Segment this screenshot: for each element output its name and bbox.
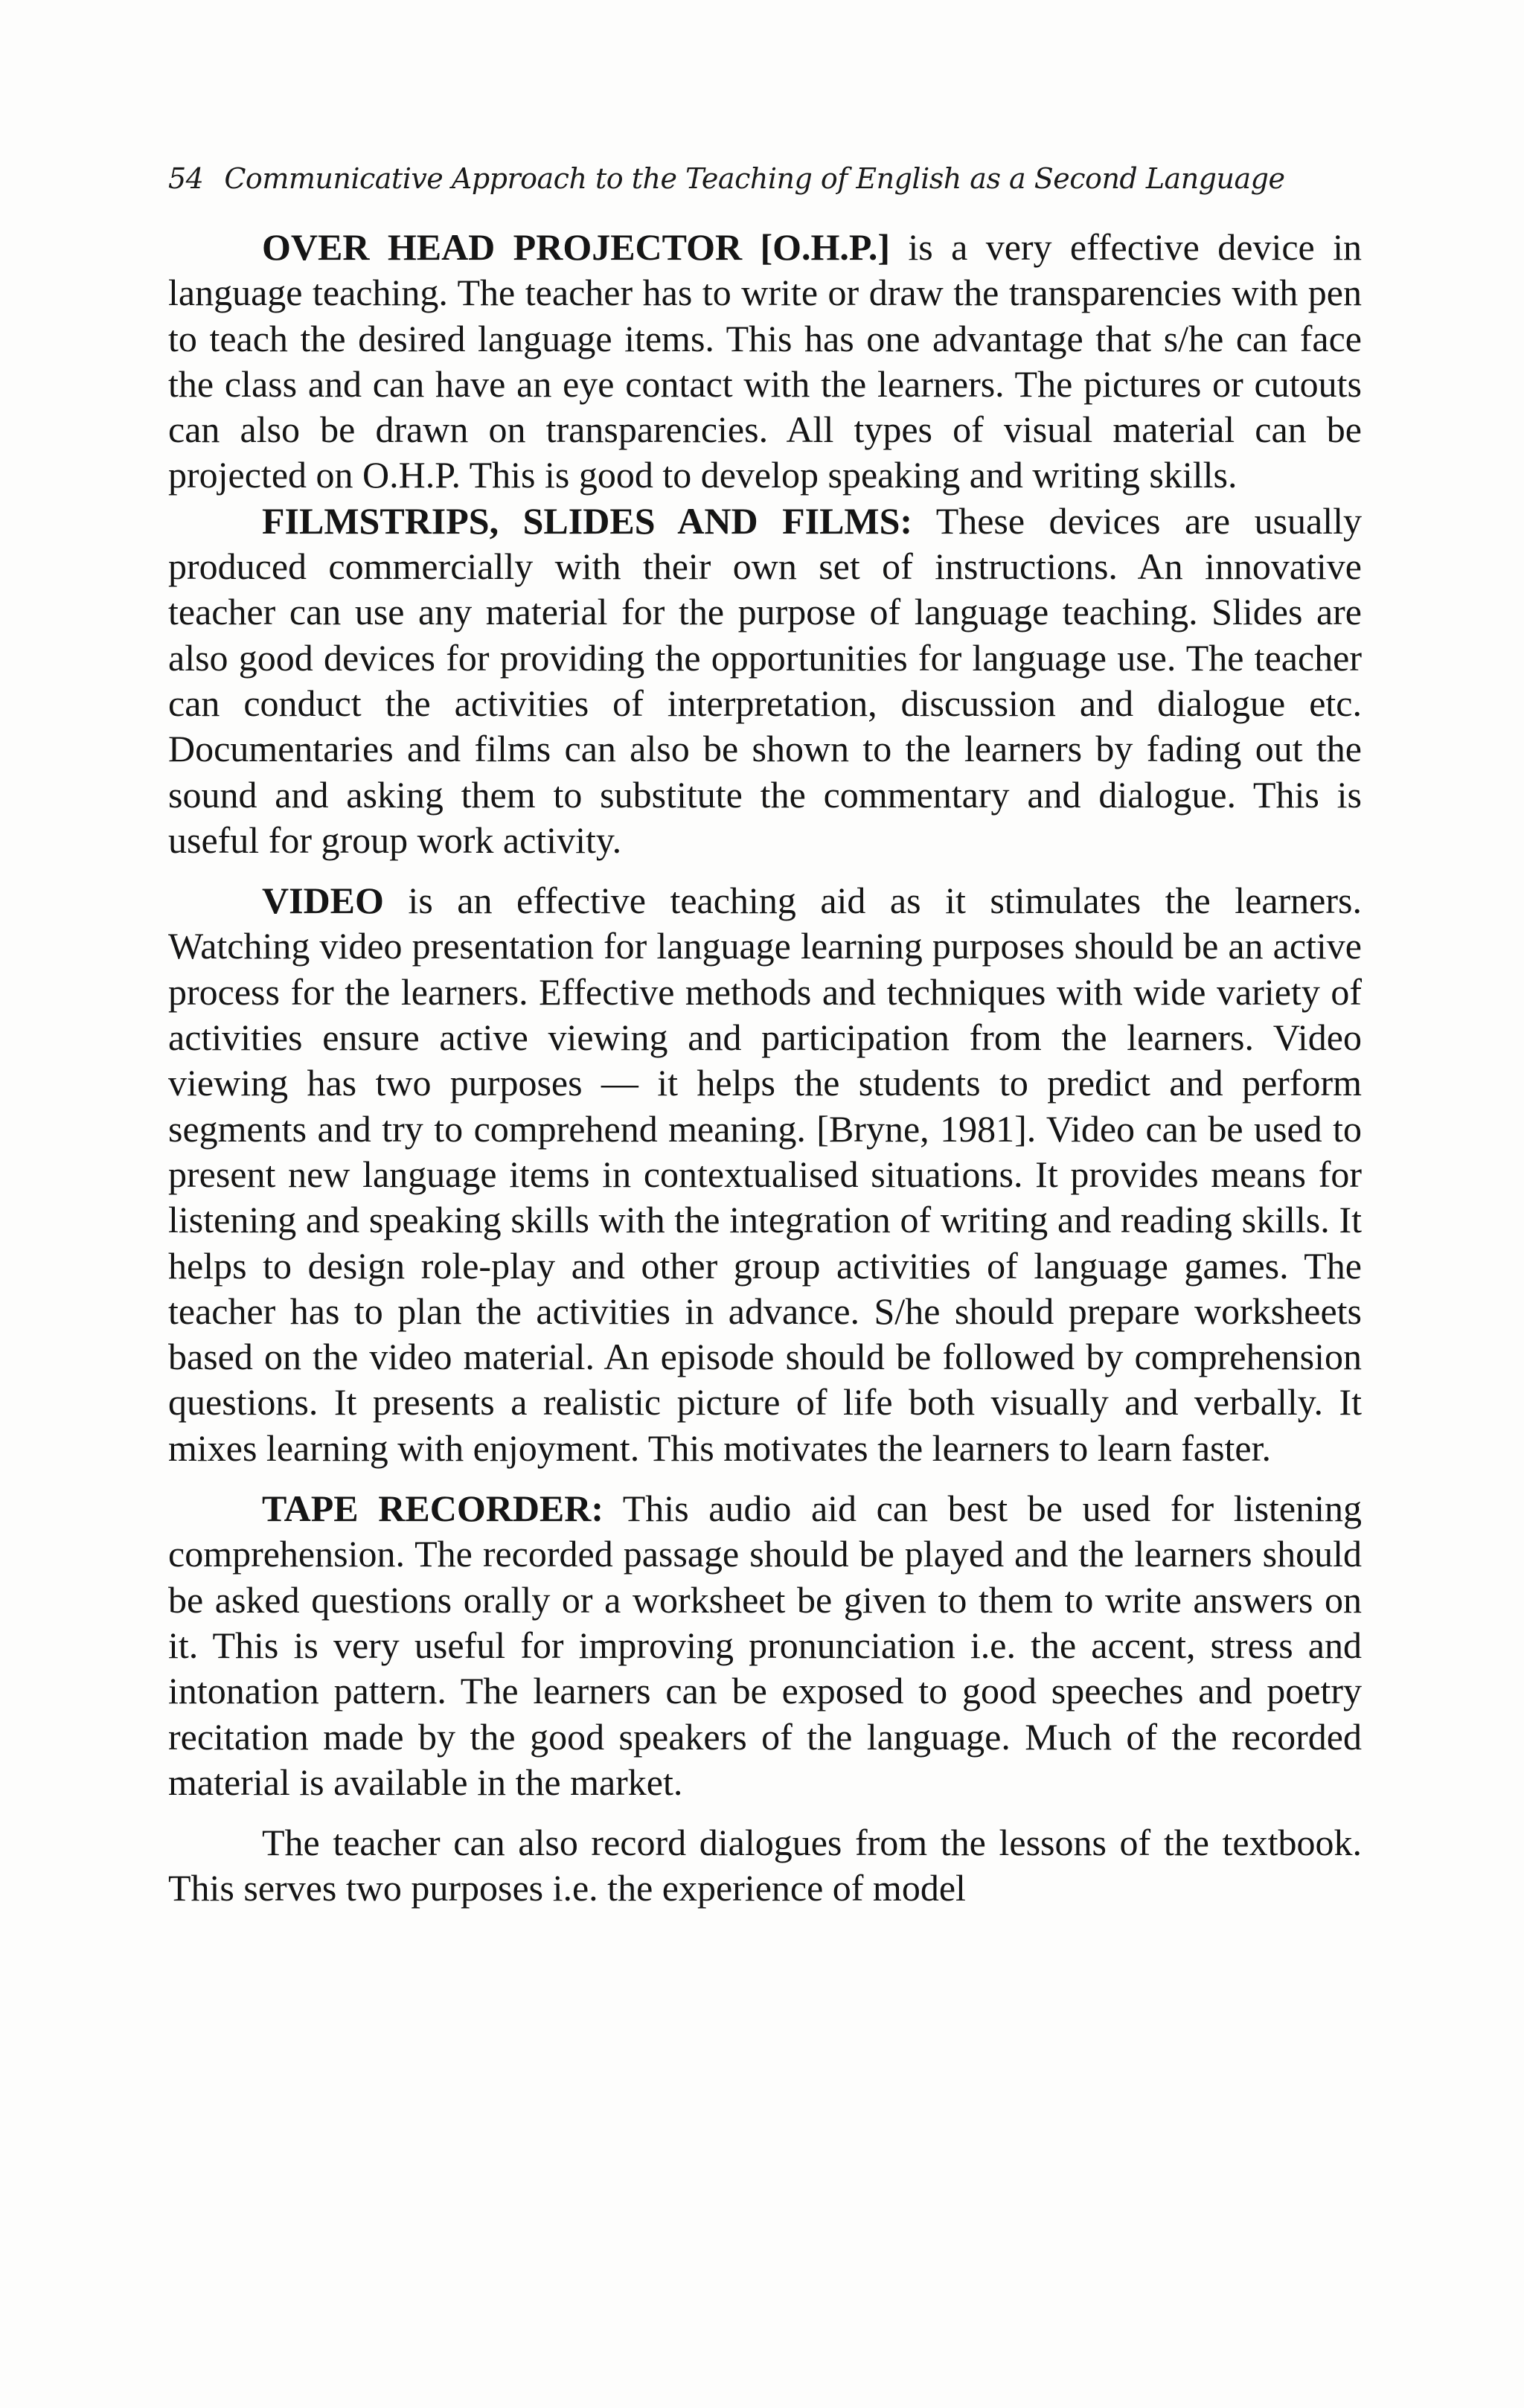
page-number: 54: [168, 162, 204, 195]
paragraph-text-ohp: is a very effective device in language teaching. The teacher has to write or draw the transparencies with pen to teach the desired language items. This has one advantage that s/he can face the class and can have an eye contact with the learners. The pictures or cutouts can also be drawn on transparencies. All types of visual material can be projected on O.H.P. This is good to develop speaking and writing skills.: [168, 226, 1362, 496]
paragraph-video: [168, 878, 1362, 1471]
paragraph-text-filmstrips: These devices are usually produced commercially with their own set of instructions. An innovative teacher can use any material for the purpose of language teaching. Slides are also good devices for providing the opportunities for language use. The teacher can conduct the activities of interpretation, discussion and dialogue etc. Documentaries and films can also be shown to the learners by fading out the sound and asking them to substitute the commentary and dialogue. This is useful for group work activity.: [168, 499, 1362, 861]
book-title: Communicative Approach to the Teaching of English as a Second Language: [224, 162, 1285, 195]
paragraph-text-record-dialogues: The teacher can also record dialogues from the lessons of the textbook. This serves two purposes i.e. the experience of model: [168, 1822, 1362, 1909]
paragraph-text-tape-recorder: This audio aid can best be used for listening comprehension. The recorded passage should be played and the learners should be asked questions orally or a worksheet be given to them to write answers on it. This is very useful for improving pronunciation i.e. the accent, stress and intonation pattern. The learners can be exposed to good speeches and poetry recitation made by the good speakers of the language. Much of the recorded material is available in the market.: [168, 1488, 1363, 1803]
paragraph-ohp: [168, 225, 1362, 499]
paragraph-lead-tape-recorder: TAPE RECORDER:: [262, 1488, 604, 1530]
paragraph-filmstrips: [168, 499, 1362, 863]
paragraph-tape-recorder: [168, 1486, 1362, 1805]
paragraph-lead-video: VIDEO: [262, 880, 384, 922]
body-text: [168, 225, 1362, 1912]
running-head: [168, 162, 1284, 195]
paragraph-text-video: is an effective teaching aid as it stimulates the learners. Watching video presentation for language learning purposes should be an active process for the learners. Effective methods and techniques with wide variety of activities ensure active viewing and participation from the learners. Video viewing has two purposes — it helps the students to predict and perform segments and try to comprehend meaning. [Bryne, 1981]. Video can be used to present new language items in contextualised situations. It provides means for listening and speaking skills with the integration of writing and reading skills. It helps to design role-play and other group activities of language games. The teacher has to plan the activities in advance. S/he should prepare worksheets based on the video material. An episode should be followed by comprehension questions. It presents a realistic picture of life both visually and verbally. It mixes learning with enjoyment. This motivates the learners to learn faster.: [168, 880, 1362, 1469]
paragraph-lead-ohp: OVER HEAD PROJECTOR [O.H.P.]: [262, 226, 891, 268]
paragraph-record-dialogues: [168, 1820, 1362, 1912]
paragraph-lead-filmstrips: FILMSTRIPS, SLIDES AND FILMS:: [262, 499, 913, 542]
